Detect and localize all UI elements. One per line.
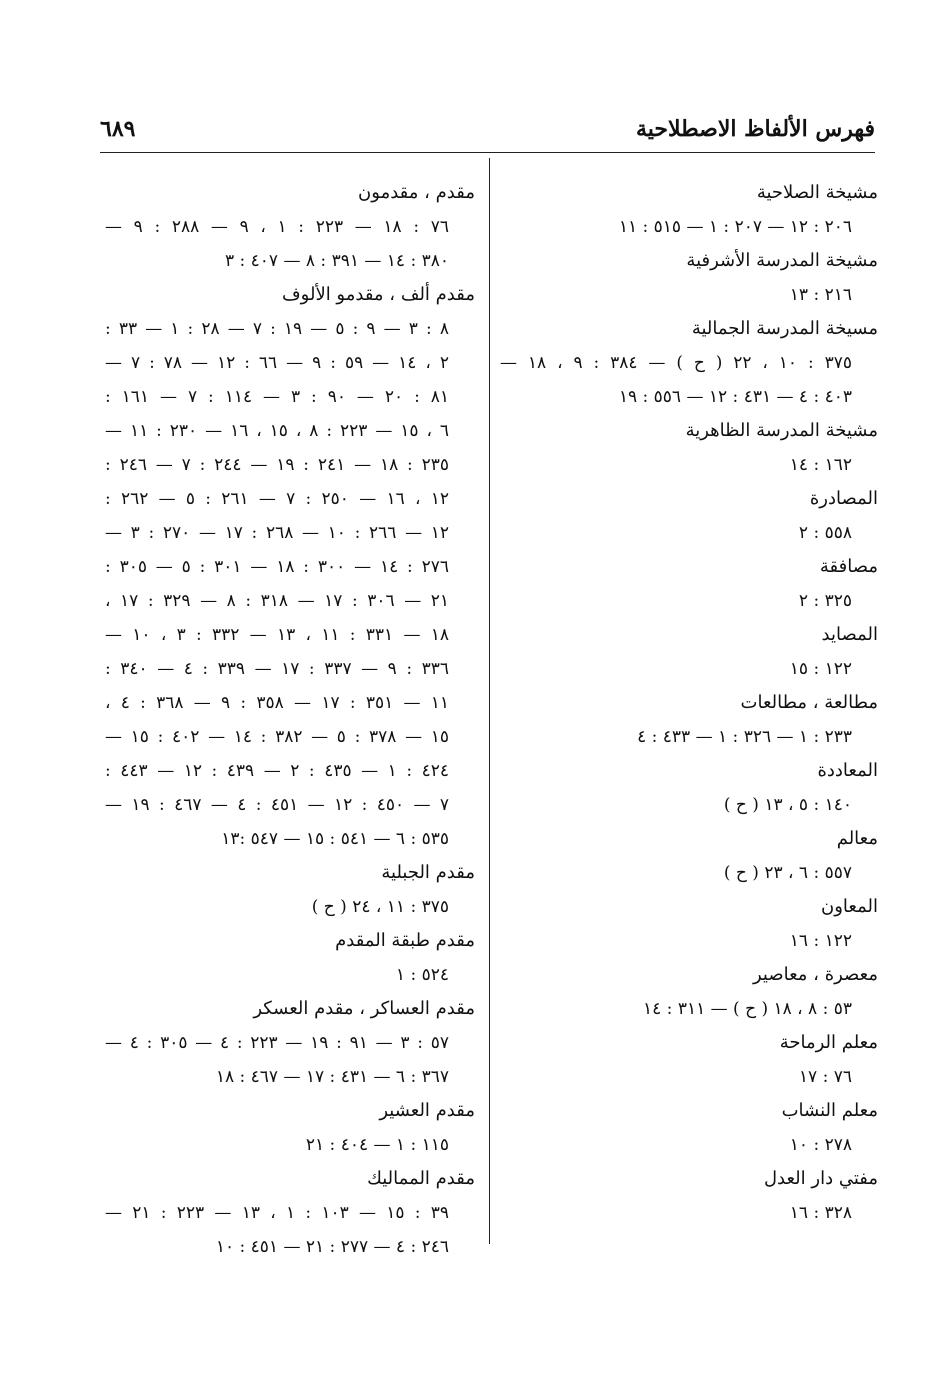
index-entry — [500, 1026, 878, 1094]
index-entry — [500, 1094, 878, 1162]
entry-term: المصايد — [821, 624, 878, 645]
index-entry — [500, 550, 878, 618]
entry-refs: ١٢٢ : ١٥ — [789, 659, 852, 679]
entry-refs: ٢٧٦ : ١٤ — ٣٠٠ : ١٨ — ٣٠١ : ٥ — ٣٠٥ : — [105, 557, 449, 577]
entry-refs: ٢٧٨ : ١٠ — [789, 1135, 852, 1155]
index-entry — [500, 176, 878, 244]
index-entry — [500, 890, 878, 958]
left-column — [105, 176, 475, 1264]
index-entry — [500, 414, 878, 482]
entry-refs: ١١ — ٣٥١ : ١٧ — ٣٥٨ : ٩ — ٣٦٨ : ٤ ، — [105, 693, 449, 713]
entry-term: مقدم العساكر ، مقدم العسكر — [253, 998, 475, 1019]
entry-refs: ٣٣٦ : ٩ — ٣٣٧ : ١٧ — ٣٣٩ : ٤ — ٣٤٠ : — [105, 659, 450, 679]
entry-refs: ١٢٢ : ١٦ — [789, 931, 852, 951]
entry-refs: ٢١٦ : ١٣ — [789, 285, 852, 305]
index-entry — [500, 958, 878, 1026]
entry-refs: ٦ ، ١٥ — ٢٢٣ : ٨ ، ١٥ ، ١٦ — ٢٣٠ : ١١ — — [105, 421, 450, 441]
index-entry — [500, 754, 878, 822]
entry-refs: ٧٦ : ١٨ — ٢٢٣ : ١ ، ٩ — ٢٨٨ : ٩ — — [105, 217, 449, 237]
entry-refs: ٣٢٥ : ٢ — [798, 591, 852, 611]
entry-refs: ١٢ — ٢٦٦ : ١٠ — ٢٦٨ : ١٧ — ٢٧٠ : ٣ — — [105, 523, 449, 543]
page-title: فهرس الألفاظ الاصطلاحية — [635, 116, 875, 142]
index-entry — [105, 1162, 475, 1264]
entry-refs: ١٤٠ : ٥ ، ١٣ ( ح ) — [723, 795, 852, 815]
entry-refs: ٥٥٧ : ٦ ، ٢٣ ( ح ) — [723, 863, 852, 883]
page-header — [100, 112, 875, 153]
index-entry — [105, 924, 475, 992]
entry-refs: ٣٩ : ١٥ — ١٠٣ : ١ ، ١٣ — ٢٢٣ : ٢١ — — [105, 1203, 450, 1223]
index-entry — [105, 992, 475, 1094]
entry-refs: ٣٦٧ : ٦ — ٤٣١ : ١٧ — ٤٦٧ : ١٨ — [215, 1067, 449, 1087]
index-entry — [105, 1094, 475, 1162]
entry-refs: ٥٥٨ : ٢ — [798, 523, 852, 543]
entry-term: مشيخة المدرسة الأشرفية — [686, 250, 878, 271]
entry-term: مشيخة الصلاحية — [756, 182, 878, 203]
index-entry — [105, 856, 475, 924]
entry-refs: ٧ — ٤٥٠ : ١٢ — ٤٥١ : ٤ — ٤٦٧ : ١٩ — — [105, 795, 450, 815]
entry-refs: ٧٦ : ١٧ — [798, 1067, 852, 1087]
index-entry — [500, 244, 878, 312]
entry-refs: ٣٢٨ : ١٦ — [789, 1203, 852, 1223]
entry-refs: ٣٧٥ : ١١ ، ٢٤ ( ح ) — [311, 897, 449, 917]
entry-term: معالم — [836, 828, 878, 849]
entry-term: مقدم ألف ، مقدمو الألوف — [282, 284, 475, 305]
index-entry — [500, 1162, 878, 1230]
entry-refs: ١٥ — ٣٧٨ : ٥ — ٣٨٢ : ١٤ — ٤٠٢ : ١٥ — — [105, 727, 449, 747]
entry-term: مقدم الجبلية — [381, 862, 475, 883]
page-number: ٦٨٩ — [100, 116, 136, 142]
entry-term: معصرة ، معاصير — [752, 964, 878, 985]
entry-refs: ٢٠٦ : ١٢ — ٢٠٧ : ١ — ٥١٥ : ١١ — [618, 217, 852, 237]
entry-term: مقدم العشير — [379, 1100, 475, 1121]
entry-term: المعاددة — [817, 760, 878, 781]
entry-refs: ٢ ، ١٤ — ٥٩ : ٩ — ٦٦ : ١٢ — ٧٨ : ٧ — — [105, 353, 449, 373]
entry-refs: ١٦٢ : ١٤ — [789, 455, 852, 475]
entry-term: مفتي دار العدل — [763, 1168, 878, 1189]
entry-refs: ٢١ — ٣٠٦ : ١٧ — ٣١٨ : ٨ — ٣٢٩ : ١٧ ، — [105, 591, 450, 611]
entry-refs: ٤٢٤ : ١ — ٤٣٥ : ٢ — ٤٣٩ : ١٢ — ٤٤٣ : — [105, 761, 450, 781]
index-entry — [105, 176, 475, 278]
entry-refs: ١٨ — ٣٣١ : ١١ ، ١٣ — ٣٣٢ : ٣ ، ١٠ — — [105, 625, 450, 645]
entry-term: المعاون — [821, 896, 878, 917]
entry-refs: ٨ : ٣ — ٩ : ٥ — ١٩ : ٧ — ٢٨ : ١ — ٣٣ : — [105, 319, 449, 339]
entry-term: المصادرة — [809, 488, 878, 509]
entry-refs: ٣٨٠ : ١٤ — ٣٩١ : ٨ — ٤٠٧ : ٣ — [224, 251, 449, 271]
entry-refs: ٥٢٤ : ١ — [395, 965, 449, 985]
column-divider — [489, 158, 490, 1244]
entry-refs: ٢٣٥ : ١٨ — ٢٤١ : ١٩ — ٢٤٤ : ٧ — ٢٤٦ : — [105, 455, 449, 475]
entry-term: مقدم ، مقدمون — [358, 182, 475, 203]
entry-term: معلم النشاب — [781, 1100, 878, 1121]
entry-term: مقدم طبقة المقدم — [335, 930, 475, 951]
entry-term: مطالعة ، مطالعات — [740, 692, 878, 713]
index-entry — [500, 482, 878, 550]
entry-refs: ١٢ ، ١٦ — ٢٥٠ : ٧ — ٢٦١ : ٥ — ٢٦٢ : — [105, 489, 449, 509]
entry-refs: ١١٥ : ١ — ٤٠٤ : ٢١ — [305, 1135, 449, 1155]
entry-refs: ٢٣٣ : ١ — ٣٢٦ : ١ — ٤٣٣ : ٤ — [637, 727, 852, 747]
entry-term: معلم الرماحة — [779, 1032, 878, 1053]
index-entry — [500, 618, 878, 686]
right-column — [500, 176, 878, 1230]
entry-refs: ٥٧ : ٣ — ٩١ : ١٩ — ٢٢٣ : ٤ — ٣٠٥ : ٤ — — [105, 1033, 449, 1053]
entry-refs: ٤٠٣ : ٤ — ٤٣١ : ١٢ — ٥٥٦ : ١٩ — [618, 387, 852, 407]
entry-term: مقدم المماليك — [367, 1168, 475, 1189]
entry-refs: ٥٣ : ٨ ، ١٨ ( ح ) — ٣١١ : ١٤ — [643, 999, 852, 1019]
index-entry — [105, 278, 475, 856]
entry-refs: ٨١ : ٢٠ — ٩٠ : ٣ — ١١٤ : ٧ — ١٦١ : — [105, 387, 450, 407]
index-entry — [500, 822, 878, 890]
entry-refs: ٢٤٦ : ٤ — ٢٧٧ : ٢١ — ٤٥١ : ١٠ — [215, 1237, 449, 1257]
index-entry — [500, 312, 878, 414]
entry-refs: ٥٣٥ : ٦ — ٥٤١ : ١٥ — ٥٤٧ :١٣ — [221, 829, 449, 849]
entry-term: مصافقة — [819, 556, 878, 577]
entry-term: مسيخة المدرسة الجمالية — [691, 318, 878, 339]
index-entry — [500, 686, 878, 754]
entry-term: مشيخة المدرسة الظاهرية — [685, 420, 878, 441]
entry-refs: ٣٧٥ : ١٠ ، ٢٢ ( ح ) — ٣٨٤ : ٩ ، ١٨ — — [500, 353, 852, 373]
